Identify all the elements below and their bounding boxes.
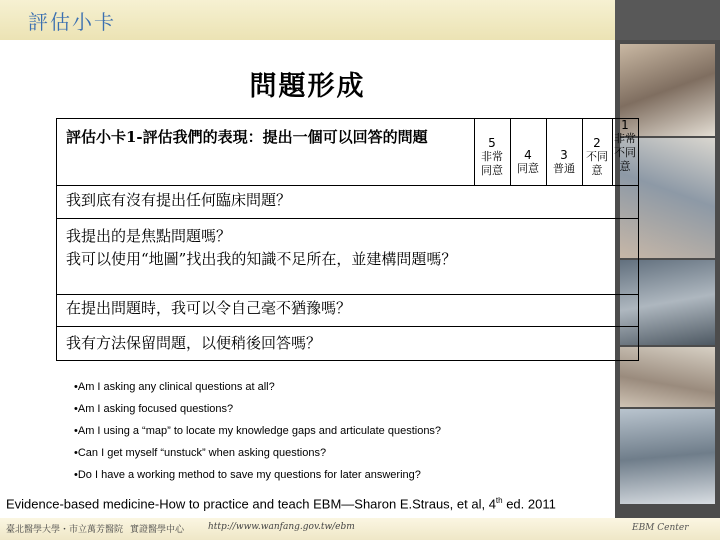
- slide-title: 問題形成: [249, 71, 366, 102]
- header-title: 評估小卡: [28, 10, 116, 34]
- scale-header-2: 2 不同 意: [586, 136, 608, 177]
- question-row: 我提出的是焦點問題嗎？: [66, 227, 232, 245]
- table-border-left: [56, 118, 57, 361]
- evaluation-card-table: [56, 118, 639, 378]
- note-item: •Am I asking any clinical questions at all?: [74, 381, 275, 393]
- scale-header-5: 5 非常 同意: [481, 136, 503, 177]
- card-heading: 評估小卡1-評估我們的表現：提出一個可以回答的問題: [66, 128, 428, 146]
- table-rule: [56, 294, 639, 295]
- table-rule: [56, 218, 639, 219]
- table-border-bottom: [56, 360, 639, 361]
- note-item: •Am I asking focused questions?: [74, 403, 234, 415]
- question-row: 我到底有沒有提出任何臨床問題？: [66, 191, 292, 209]
- question-row: 在提出問題時，我可以令自己毫不猶豫嗎？: [66, 299, 352, 317]
- footer-center: 實證醫學中心: [130, 525, 185, 535]
- table-border-top: [56, 118, 639, 119]
- table-rule: [56, 326, 639, 327]
- note-item: •Can I get myself “unstuck” when asking questions?: [74, 447, 327, 459]
- note-item: •Do I have a working method to save my questions for later answering?: [74, 469, 421, 481]
- footer-university: 臺北醫學大學・市立萬芳醫院: [6, 525, 124, 535]
- citation: Evidence-based medicine-How to practice and teach EBM—Sharon E.Straus, et al, 4th ed. 2011: [6, 496, 556, 512]
- clinic-photo: [620, 409, 715, 504]
- scale-header-1: 1 非常 不同意: [614, 118, 636, 173]
- question-row: 我可以使用“地圖”找出我的知識不足所在，並建構問題嗎？: [66, 250, 457, 268]
- english-notes: [74, 376, 441, 486]
- scale-header-3: 3 普通: [553, 148, 575, 175]
- scale-header-4: 4 同意: [517, 148, 539, 175]
- table-rule: [56, 185, 639, 186]
- footer-url[interactable]: http://www.wanfang.gov.tw/ebm: [208, 522, 355, 532]
- note-item: •Am I using a “map” to locate my knowledge gaps and articulate questions?: [74, 425, 442, 437]
- footer-right-label: EBM Center: [632, 523, 689, 533]
- table-border-right: [638, 118, 639, 361]
- question-row: 我有方法保留問題，以便稍後回答嗎？: [66, 334, 322, 352]
- strip-top: [615, 0, 720, 40]
